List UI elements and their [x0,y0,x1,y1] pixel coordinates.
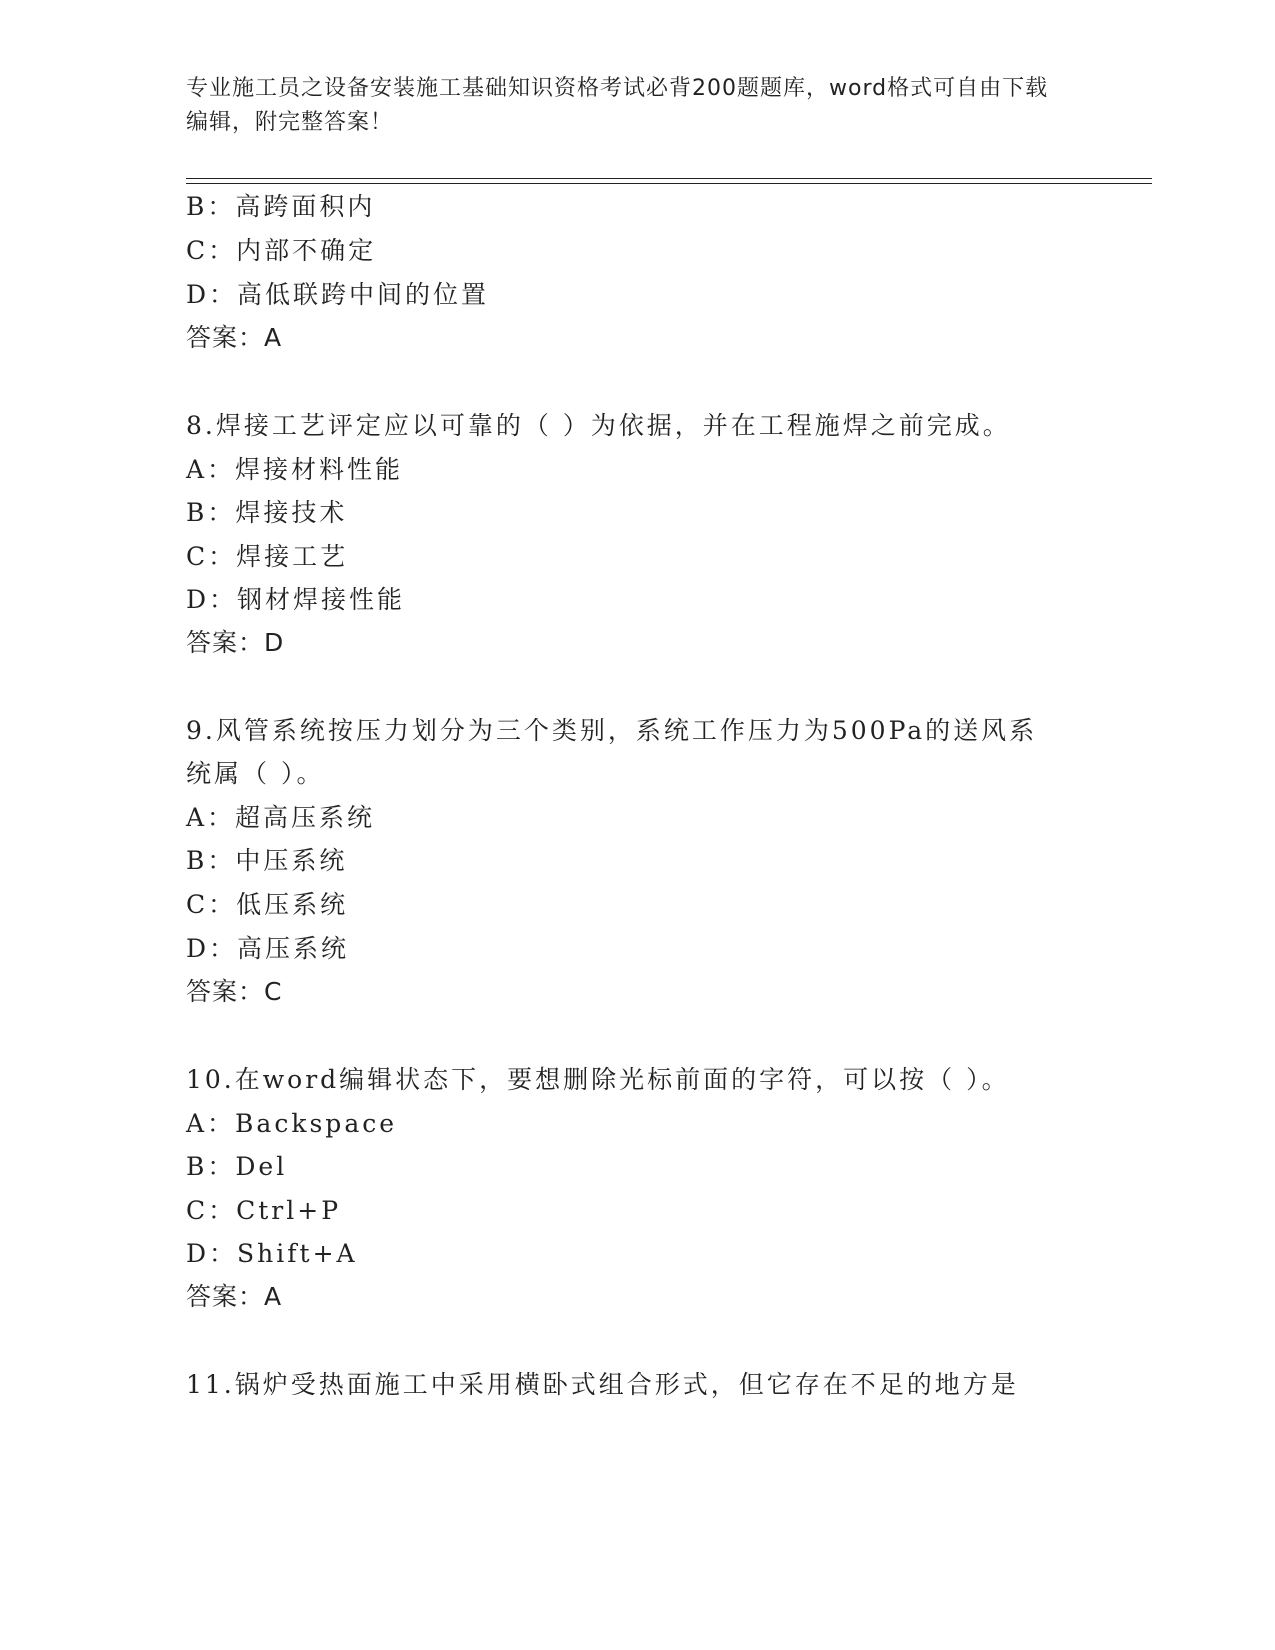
q10-option-b: B：Del [186,1152,288,1181]
q9-stem-line1: 9.风管系统按压力划分为三个类别，系统工作压力为500Pa的送风系 [186,716,1038,745]
q9-option-c: C：低压系统 [186,890,349,919]
q9-stem-line2: 统属（ ）。 [186,759,325,788]
q10-answer: 答案：A [186,1282,283,1311]
q11-stem: 11.锅炉受热面施工中采用横卧式组合形式，但它存在不足的地方是 [186,1370,1019,1399]
q9-option-a: A：超高压系统 [186,803,376,832]
q8-stem: 8.焊接工艺评定应以可靠的（ ）为依据，并在工程施焊之前完成。 [186,411,1011,440]
q10-option-d: D：Shift+A [186,1239,358,1268]
q10-option-a: A：Backspace [186,1109,398,1138]
q7-answer: 答案：A [186,323,283,352]
q8-option-d: D：钢材焊接性能 [186,585,406,614]
q8-option-b: B：焊接技术 [186,498,348,527]
q8-option-c: C：焊接工艺 [186,542,349,571]
q8-answer: 答案：D [186,628,285,657]
q8-option-a: A：焊接材料性能 [186,455,404,484]
document-header: 专业施工员之设备安装施工基础知识资格考试必背200题题库，word格式可自由下载编辑，附完整答案！ [186,76,1049,135]
header-divider-bottom [186,183,1152,184]
header-divider-top [186,178,1152,179]
q7-option-d: D：高低联跨中间的位置 [186,280,490,309]
q10-option-c: C：Ctrl+P [186,1196,342,1225]
q10-stem: 10.在word编辑状态下，要想删除光标前面的字符，可以按（ ）。 [186,1065,1010,1094]
q9-option-d: D：高压系统 [186,934,350,963]
q9-option-b: B：中压系统 [186,846,348,875]
q9-answer: 答案：C [186,977,283,1006]
q7-option-c: C：内部不确定 [186,236,377,265]
q7-option-b: B：高跨面积内 [186,192,376,221]
